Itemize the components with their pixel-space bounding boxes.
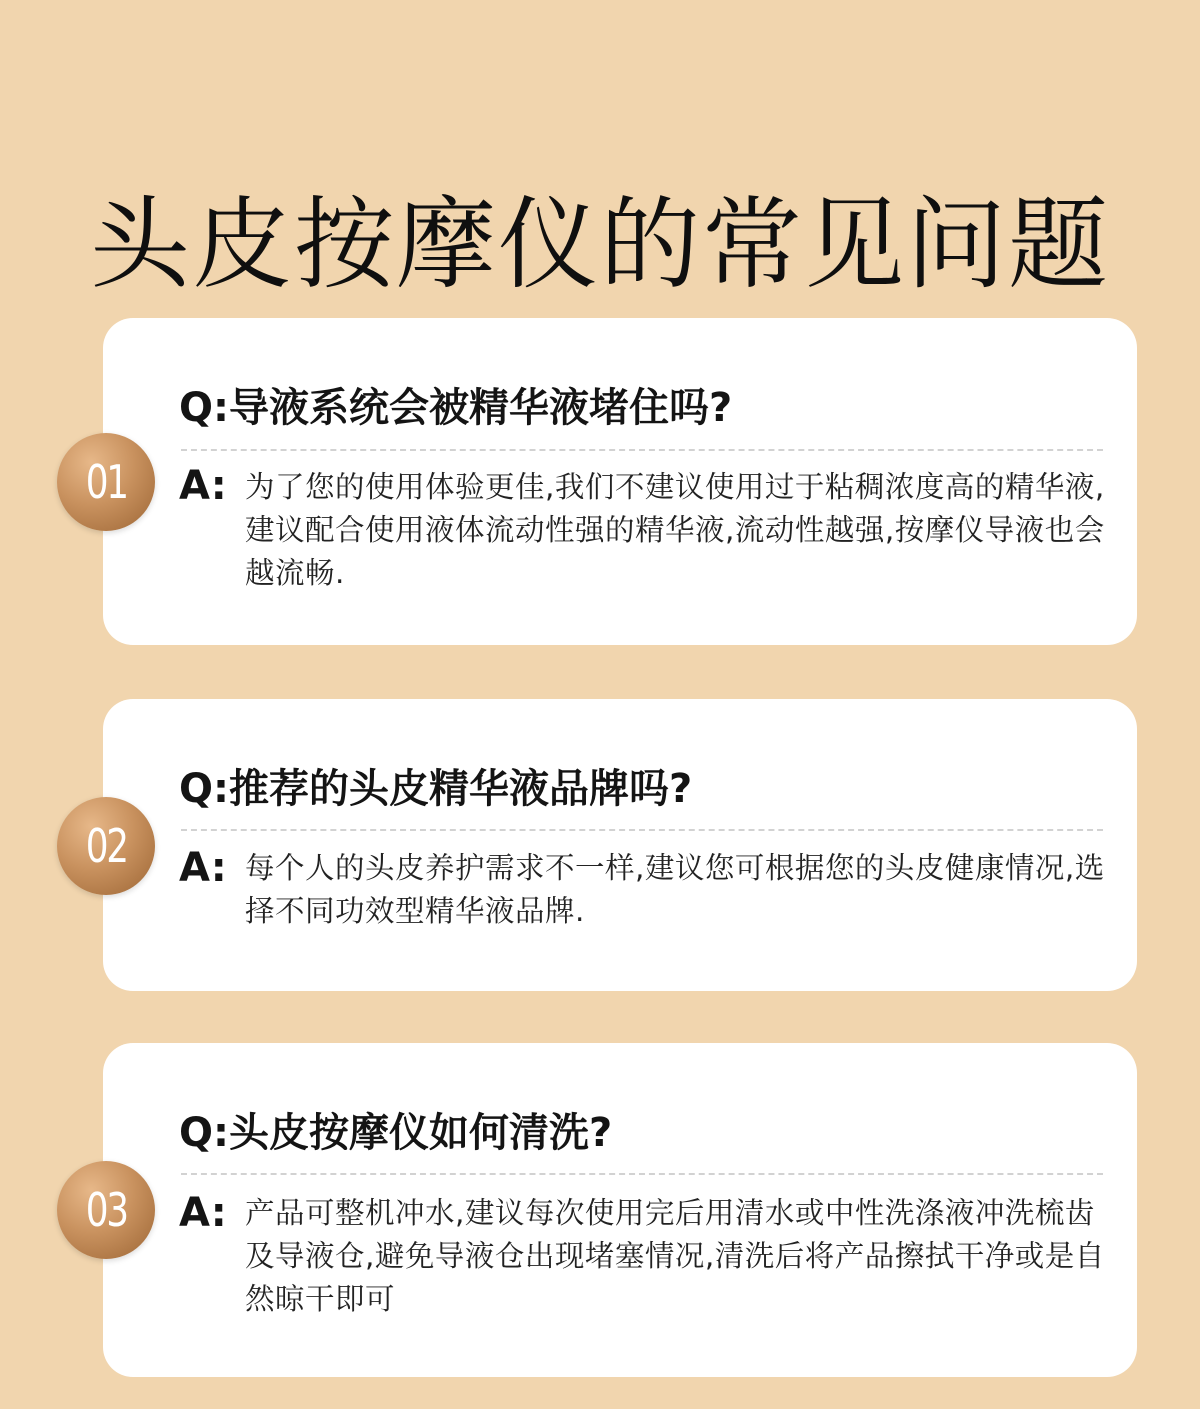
- faq-number-badge: [57, 797, 155, 895]
- dashed-divider: [181, 449, 1103, 451]
- dashed-divider: [181, 829, 1103, 831]
- faq-number-badge: [57, 1161, 155, 1259]
- answer-prefix: A:: [179, 1190, 227, 1236]
- dashed-divider: [181, 1173, 1103, 1175]
- faq-answer: 为了您的使用体验更佳,我们不建议使用过于粘稠浓度高的精华液,建议配合使用液体流动性强的精华液,流动性越强,按摩仪导液也会越流畅.: [245, 470, 1105, 590]
- faq-question: Q:头皮按摩仪如何清洗?: [179, 1110, 613, 1156]
- faq-answer: 每个人的头皮养护需求不一样,建议您可根据您的头皮健康情况,选择不同功效型精华液品牌.: [245, 851, 1105, 928]
- faq-answer: 产品可整机冲水,建议每次使用完后用清水或中性洗涤液冲洗梳齿及导液仓,避免导液仓出现堵塞情况,清洗后将产品擦拭干净或是自然晾干即可: [245, 1196, 1105, 1316]
- faq-card-1: [85, 318, 1137, 645]
- answer-prefix: A:: [179, 463, 227, 509]
- faq-card-2: [85, 699, 1137, 991]
- faq-number: 02: [85, 819, 127, 873]
- faq-number: 01: [85, 455, 127, 509]
- page-title: 头皮按摩仪的常见问题: [90, 186, 1110, 303]
- answer-prefix: A:: [179, 845, 227, 891]
- faq-card-3: [85, 1043, 1137, 1377]
- faq-question: Q:导液系统会被精华液堵住吗?: [179, 385, 733, 431]
- faq-number: 03: [85, 1183, 127, 1237]
- faq-question: Q:推荐的头皮精华液品牌吗?: [179, 766, 693, 812]
- faq-number-badge: [57, 433, 155, 531]
